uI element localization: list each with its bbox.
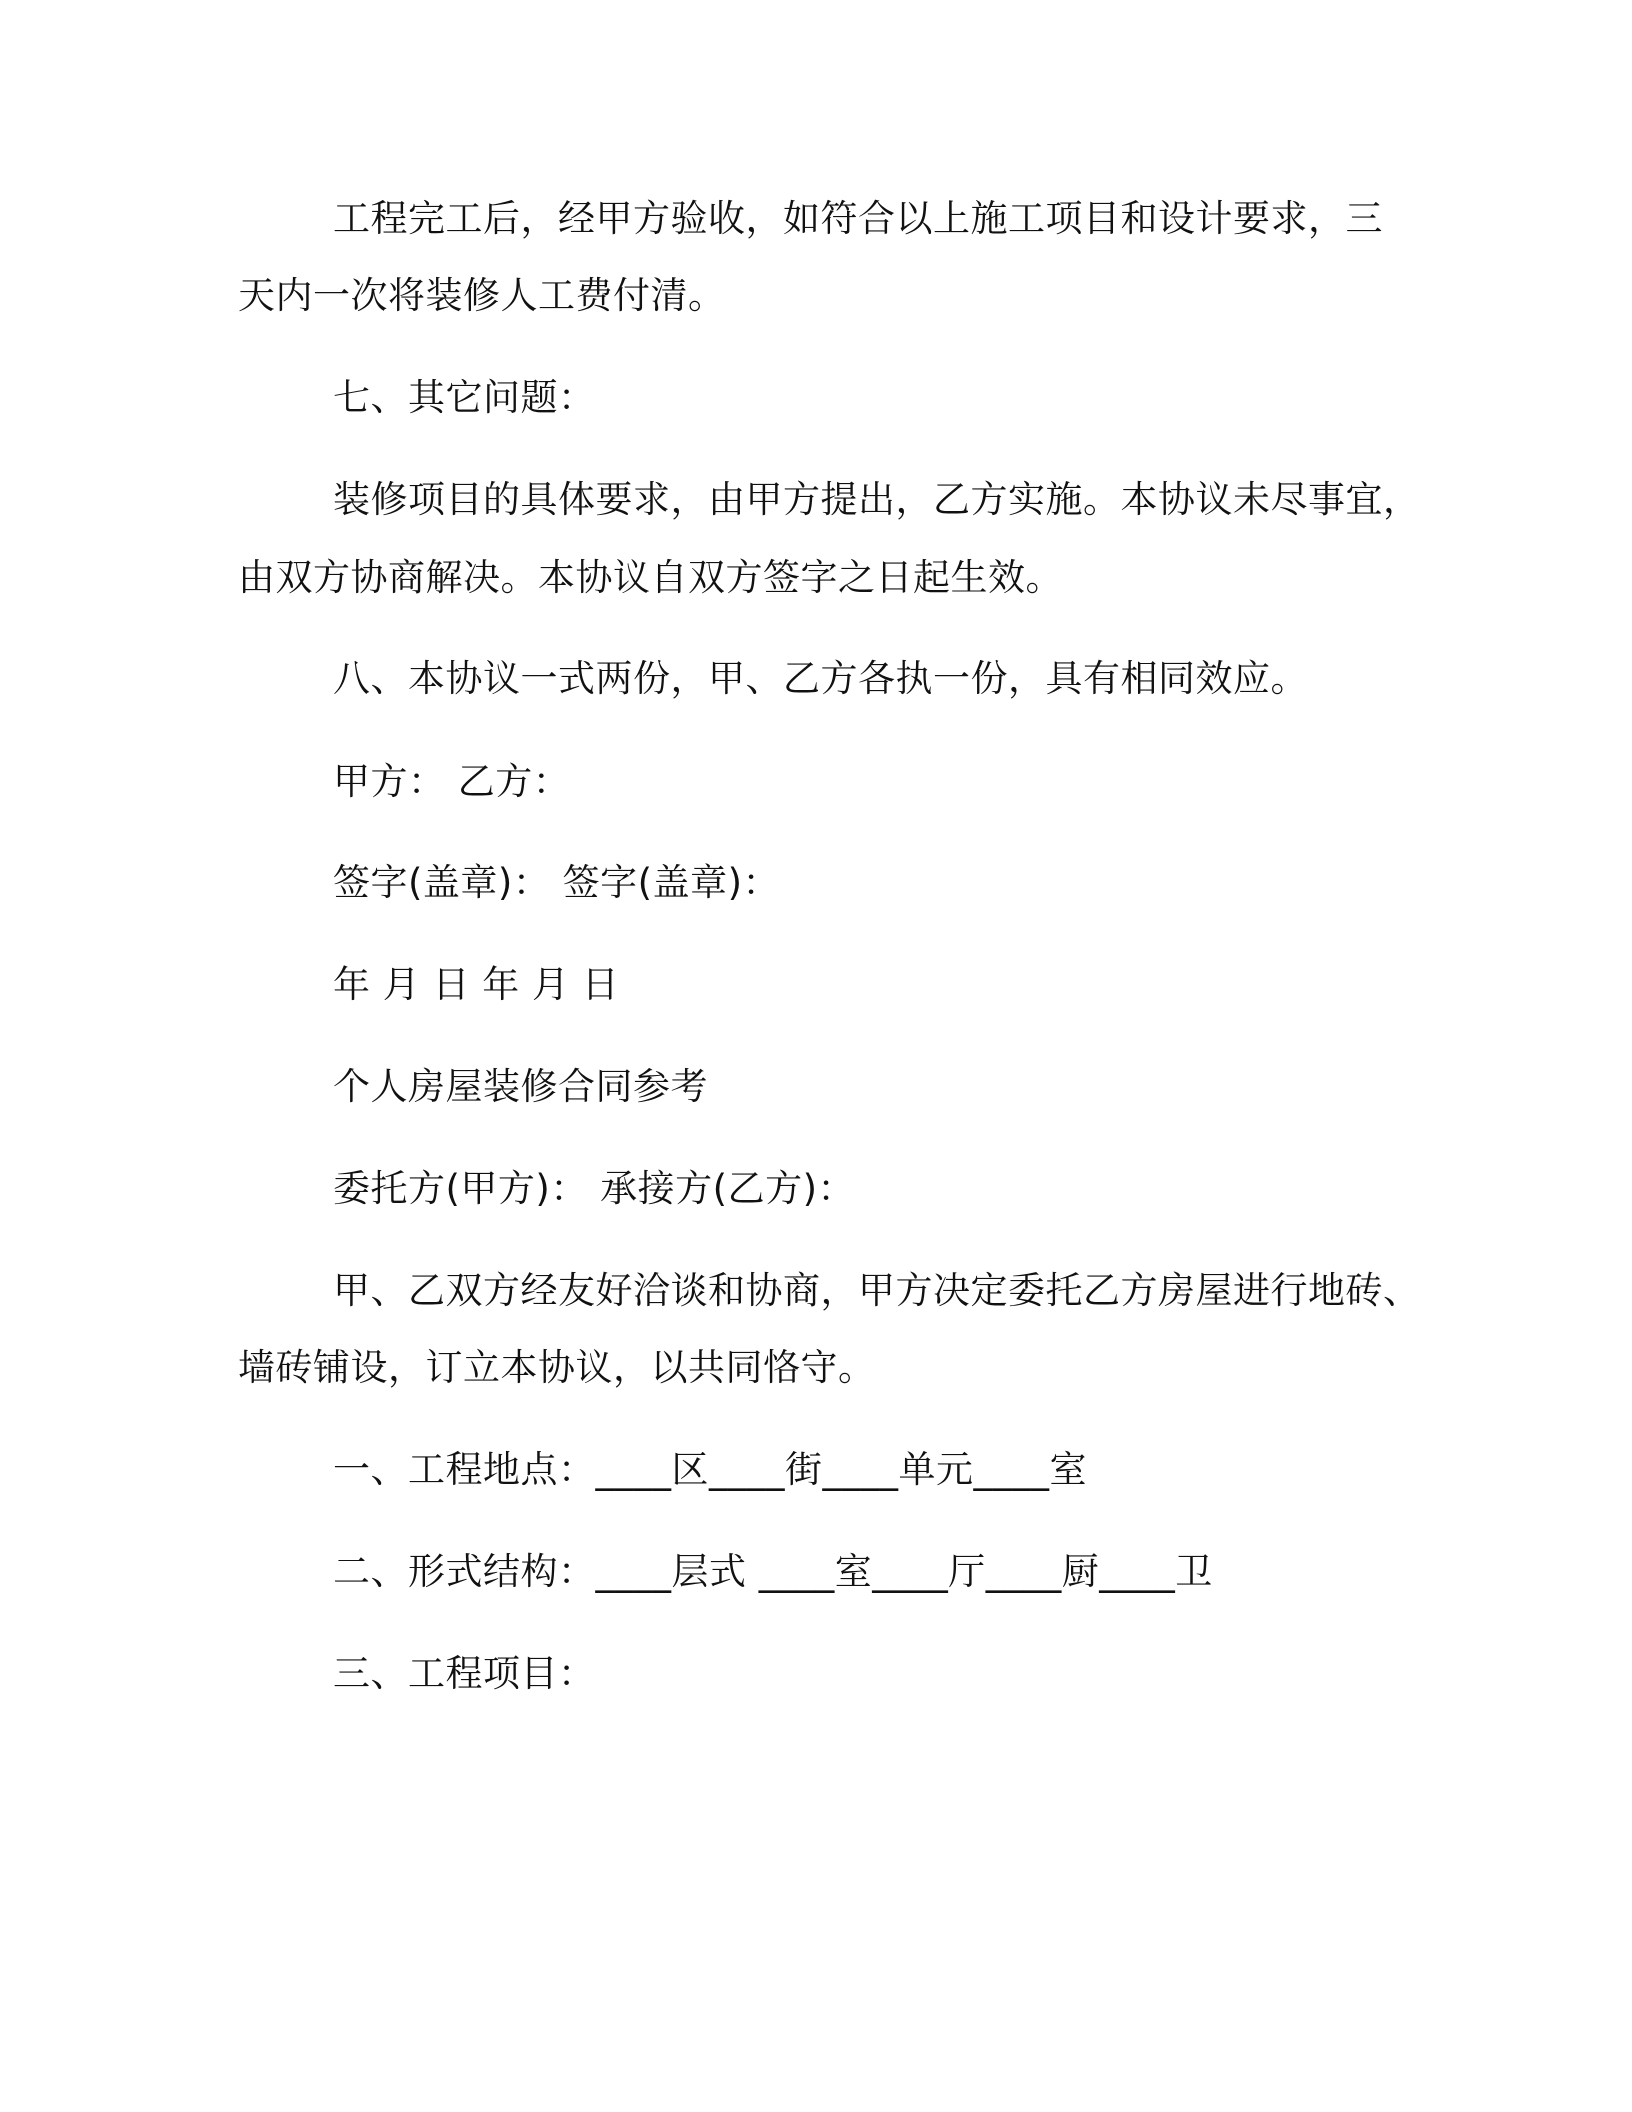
paragraph-agreement-line-2: 墙砖铺设，订立本协议，以共同恪守。: [238, 1346, 876, 1389]
paragraph-completion-payment-line-1: 工程完工后，经甲方验收，如符合以上施工项目和设计要求，三: [333, 197, 1383, 240]
contract-title: 个人房屋装修合同参考: [333, 1065, 708, 1108]
paragraph-requirements-line-2: 由双方协商解决。本协议自双方签字之日起生效。: [238, 556, 1063, 599]
date-labels: 年 月 日 年 月 日: [333, 963, 620, 1006]
clause-project-location: 一、工程地点：____区____街____单元____室: [333, 1448, 1087, 1491]
party-labels: 甲方： 乙方：: [333, 760, 571, 803]
clause-copies: 八、本协议一式两份，甲、乙方各执一份，具有相同效应。: [333, 657, 1308, 700]
paragraph-completion-payment-line-2: 天内一次将装修人工费付清。: [238, 274, 726, 317]
paragraph-agreement-line-1: 甲、乙双方经友好洽谈和协商，甲方决定委托乙方房屋进行地砖、: [333, 1269, 1421, 1312]
paragraph-requirements-line-1: 装修项目的具体要求，由甲方提出，乙方实施。本协议未尽事宜，: [333, 478, 1421, 521]
section-heading-other-issues: 七、其它问题：: [333, 376, 596, 419]
clause-project-items: 三、工程项目：: [333, 1652, 596, 1695]
clause-structure-form: 二、形式结构：____层式 ____室____厅____厨____卫: [333, 1550, 1213, 1593]
client-contractor-labels: 委托方(甲方)： 承接方(乙方)：: [333, 1167, 856, 1210]
signature-labels: 签字(盖章)： 签字(盖章)：: [333, 861, 781, 904]
